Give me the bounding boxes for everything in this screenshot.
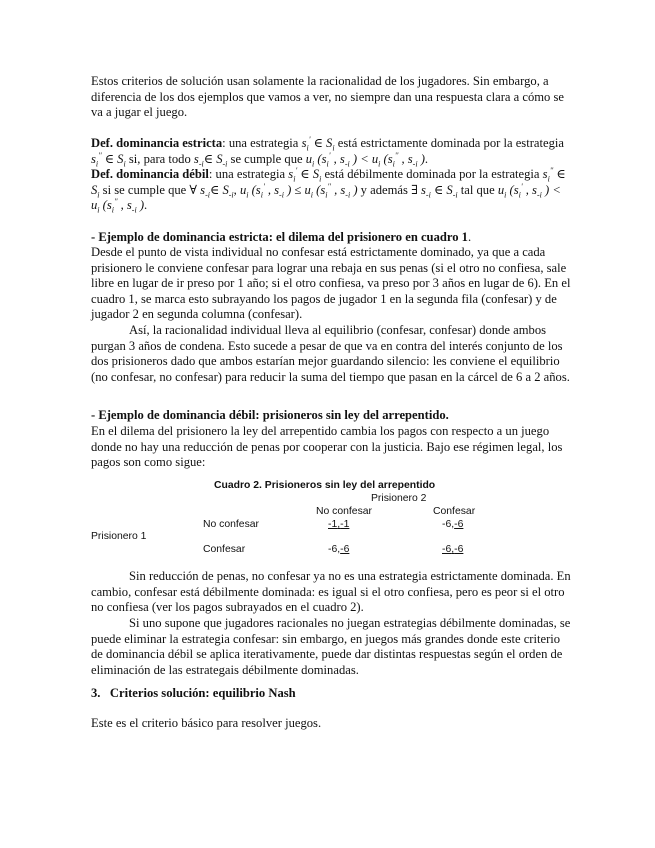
- ex1-paragraph-1: Desde el punto de vista individual no confesar está estrictamente dominado, ya que a cada prisionero le conviene confesar para lograr una rebaja en sus penas (si el otro no confiesa, sale libre en lugar de ir preso por 1 año; si el otro confiesa, va preso por 3 años en lugar de 6). En el cuadro 1, se marca esto subrayando los pagos de jugador 1 en la segunda fila (confesar) y de jugador 2 en segunda columna (confesar).: [91, 245, 571, 322]
- table-cell-yes-no: -6,-6: [328, 544, 350, 555]
- after-paragraph-2: Si uno supone que jugadores racionales no juegan estrategias débilmente dominadas, se puede eliminar la estrategia confesar: sin embargo, en juegos más grandes donde este criterio de dominancia débil se aplica iterativamente, puede dar distintas respuestas según el orden de eliminación de las estrategais débilmente dominadas.: [91, 616, 571, 677]
- section-title: Criterios solución: equilibrio Nash: [109, 686, 296, 700]
- ex2-paragraph-1: En el dilema del prisionero la ley del arrepentido cambia los pagos con respecto a un juego donde no hay una reducción de penas por cooperar con la justicia. Bajo ese régimen legal, los pagos son como sigue:: [91, 424, 563, 470]
- def-strict-paragraph: Def. dominancia estricta: una estrategia $s_i'$ ∈ $S_i$ está estrictamente dominada por la estrategia $s_i''$ ∈ $S_i$ si, para todo $s_{-i}\in$ $S_{-i}$ se cumple que $u_i$ ($s_i'$ , $s_{-i}$ ) < $u_i$ ($s_i''$ , $s_{-i}$ ).: [91, 134, 564, 169]
- table-cell-no-yes: -6,-6: [442, 519, 464, 530]
- payoff-table: [0, 478, 655, 578]
- section-number: 3.: [91, 686, 101, 700]
- final-paragraph: Este es el criterio básico para resolver juegos.: [91, 716, 322, 730]
- table-col-player: Prisionero 2: [371, 493, 427, 504]
- table-title: Cuadro 2. Prisioneros sin ley del arrepentido: [214, 480, 436, 491]
- def-weak-term: Def. dominancia débil: [91, 167, 209, 181]
- after-paragraph-1: Sin reducción de penas, no confesar ya no es una estrategia estrictamente dominada. En cambio, confesar está débilmente dominada: es igual si el otro confiesa, pero es peor si el otro no confiesa (ver los pagos subrayados en el cuadro 2).: [91, 569, 571, 615]
- def-strict-term: Def. dominancia estricta: [91, 136, 223, 150]
- table-row-confesar: Confesar: [203, 544, 246, 555]
- ex2-heading: - Ejemplo de dominancia débil: prisioneros sin ley del arrepentido.: [91, 408, 449, 422]
- table-cell-no-no: -1,-1: [328, 519, 350, 530]
- intro-paragraph: Estos criterios de solución usan solamente la racionalidad de los jugadores. Sin embargo, a diferencia de los dos ejemplos que vamos a ver, no siempre dan una respuesta clara a cómo se va a jugar el juego.: [91, 74, 564, 120]
- table-col-confesar: Confesar: [433, 506, 476, 517]
- ex1-heading: - Ejemplo de dominancia estricta: el dilema del prisionero en cuadro 1.: [91, 230, 472, 244]
- def-weak-paragraph: Def. dominancia débil: una estrategia $s_i'$ ∈ $S_i$ está débilmente dominada por la estrategia $s_i''$ ∈ $S_i$ si se cumple que ∀ $s_{-i}\in$ $S_{-i}$, $u_i$ ($s_i'$ , $s_{-i}$ ) ≤ $u_i$ ($s_i''$ , $s_{-i}$ ) y además ∃ $s_{-i}$ ∈ $S_{-i}$ tal que $u_i$ ($s_i'$ , $s_{-i}$ ) < $u_i$ ($s_i''$ , $s_{-i}$ ).: [91, 165, 566, 215]
- table-row-player: Prisionero 1: [91, 531, 147, 542]
- table-col-no-confesar: No confesar: [316, 506, 373, 517]
- section-heading: [91, 686, 296, 702]
- table-row-no-confesar: No confesar: [203, 519, 260, 530]
- ex1-paragraph-2: Así, la racionalidad individual lleva al equilibrio (confesar, confesar) donde ambos purgan 3 años de condena. Esto sucede a pesar de que va en contra del interés conjunto de los dos prisioneros dado que ambos estarían mejor guardando silencio: les conviene el equilibrio (no confesar, no confesar) para reducir la suma del tiempo que pasan en la cárcel de 6 a 2 años.: [91, 323, 570, 384]
- table-cell-yes-yes: -6,-6: [442, 544, 464, 555]
